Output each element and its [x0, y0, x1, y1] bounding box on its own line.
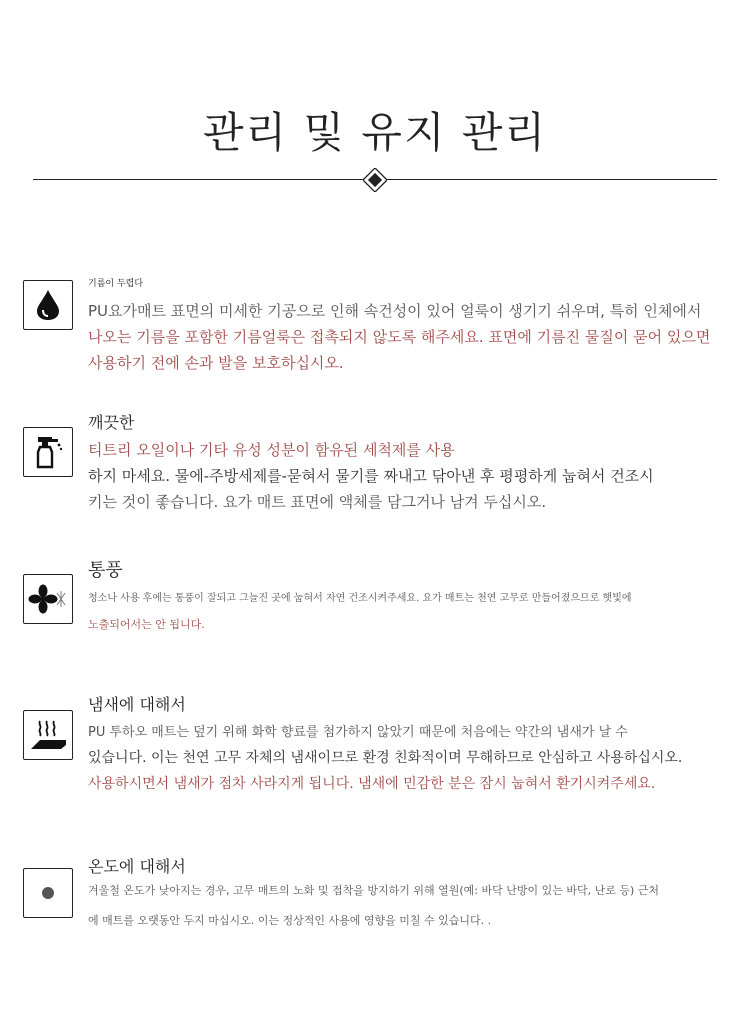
- page-title: 관리 및 유지 관리: [202, 108, 548, 157]
- section-heading: 온도에 대해서: [88, 857, 186, 876]
- diamond-ornament-icon: [363, 168, 387, 192]
- section-text-line: 티트리 오일이나 기타 유성 성분이 함유된 세척제를 사용: [88, 441, 455, 459]
- section-text-line: PU 투하오 매트는 덮기 위해 화학 향료를 첨가하지 않았기 때문에 처음에는 약간의 냄새가 날 수: [88, 725, 628, 740]
- section-text-line: 사용하기 전에 손과 발을 보호하십시오.: [88, 354, 344, 372]
- section-text-line: 청소나 사용 후에는 통풍이 잘되고 그늘진 곳에 눕혀서 자연 건조시켜주세요. 요가 매트는 천연 고무로 만들어졌으므로 햇빛에: [88, 593, 632, 604]
- section-text-line: 있습니다. 이는 천연 고무 자체의 냄새이므로 환경 친화적이며 무해하므로 안심하고 사용하십시오.: [88, 750, 683, 766]
- section-text-line: PU요가매트 표면의 미세한 기공으로 인해 속건성이 있어 얼룩이 생기기 쉬우며, 특히 인체에서: [88, 302, 702, 320]
- section-text-line: 키는 것이 좋습니다. 요가 매트 표면에 액체를 담그거나 남겨 두십시오.: [88, 493, 547, 511]
- section-text-line: 겨울철 온도가 낮아지는 경우, 고무 매트의 노화 및 접착을 방지하기 위해 열원(예: 바닥 난방이 있는 바닥, 난로 등) 근처: [88, 884, 660, 897]
- section-heading: 통풍: [88, 560, 123, 581]
- section-text-line: 사용하시면서 냄새가 점차 사라지게 됩니다. 냄새에 민감한 분은 잠시 눕혀서 환기시켜주세요.: [88, 776, 656, 792]
- spray-bottle-icon: [23, 427, 73, 477]
- oil-drop-icon: [23, 280, 73, 330]
- section-heading: 기름이 두렵다: [88, 279, 144, 289]
- section-text-line: 하지 마세요. 물에-주방세제를-묻혀서 물기를 짜내고 닦아낸 후 평평하게 눕혀서 건조시: [88, 467, 654, 485]
- section-heading: 깨끗한: [88, 413, 135, 432]
- title-divider: [33, 168, 717, 192]
- section-text-line: 노출되어서는 안 됩니다.: [88, 618, 205, 631]
- heated-mat-icon: [23, 710, 73, 760]
- section-text-line: 나오는 기름을 포함한 기름얼룩은 접촉되지 않도록 해주세요. 표면에 기름진 물질이 묻어 있으면: [88, 328, 711, 346]
- fan-icon: [23, 574, 73, 624]
- dot-icon: [23, 868, 73, 918]
- section-heading: 냄새에 대해서: [88, 695, 186, 714]
- section-text-line: 에 매트를 오랫동안 두지 마십시오. 이는 정상적인 사용에 영향을 미칠 수 있습니다. .: [88, 914, 492, 927]
